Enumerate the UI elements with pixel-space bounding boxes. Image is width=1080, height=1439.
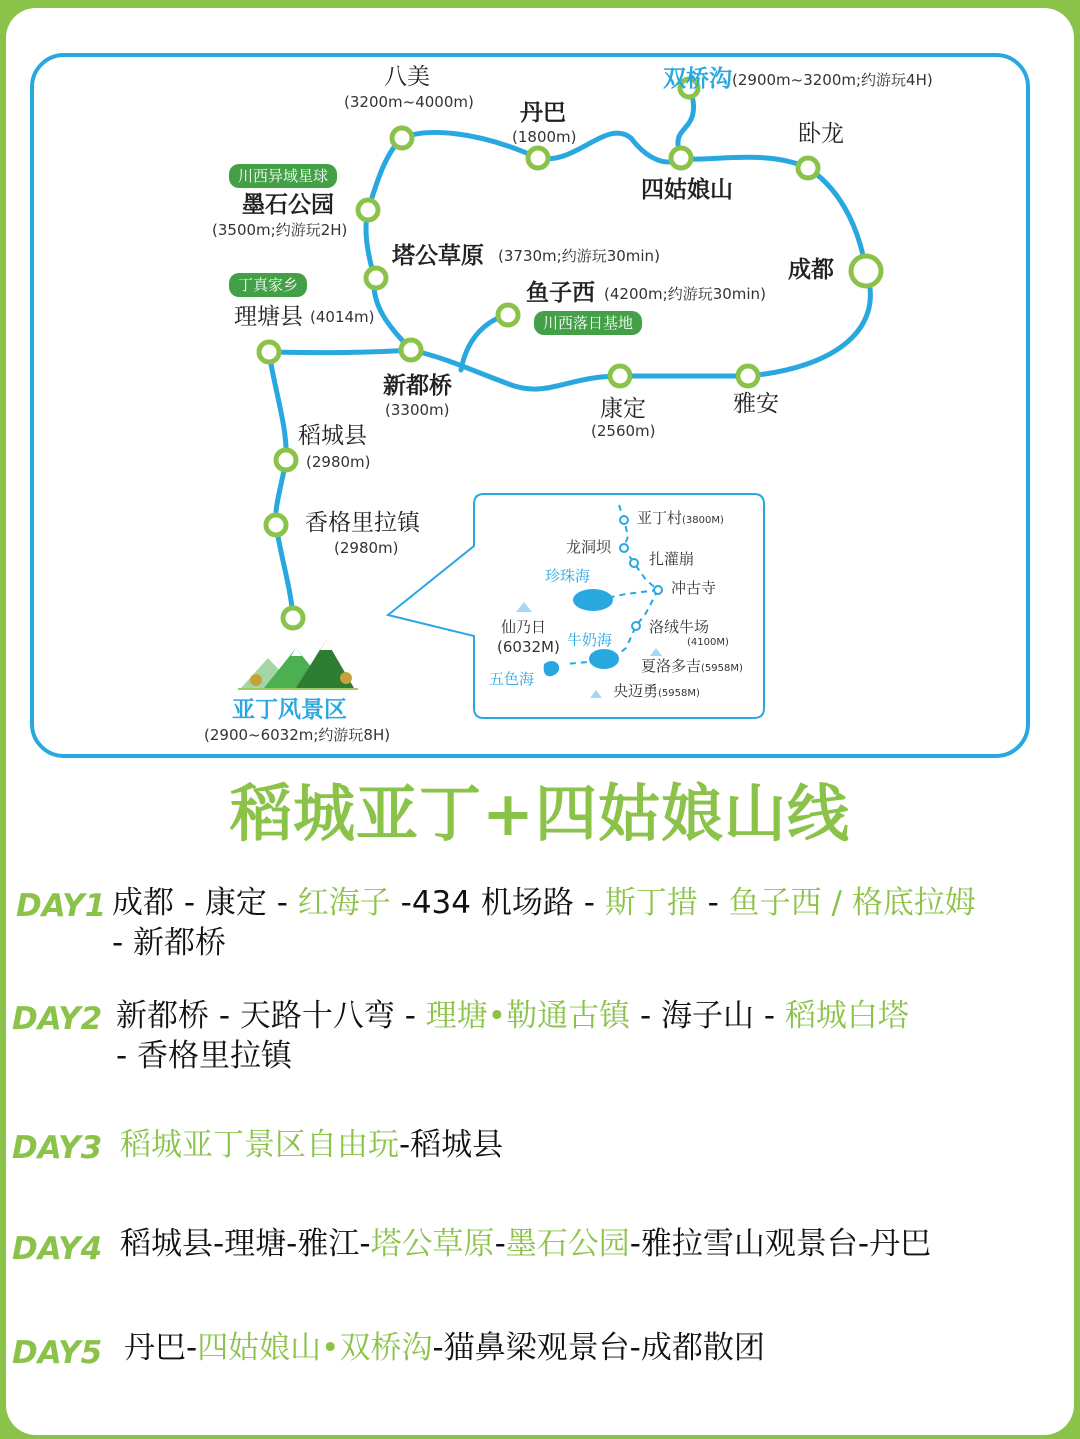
route-text: - 香格里拉镇	[116, 1038, 293, 1074]
label-wolong: 卧龙	[798, 121, 844, 147]
node-moshi	[358, 200, 378, 220]
label-danba: 丹巴	[520, 100, 566, 126]
inset-label-xiannairi: 仙乃日	[501, 618, 547, 636]
route-text: - 海子山 -	[630, 998, 785, 1034]
label-moshi: 墨石公园	[242, 192, 334, 218]
inset-label-yangmaiyong: 央迈勇(5958M)	[613, 682, 700, 700]
day-line1	[112, 885, 976, 921]
node-danba	[528, 148, 548, 168]
node-xianggelila	[266, 515, 286, 535]
label-chengdu: 成都	[788, 257, 834, 283]
milk-lake-shape	[589, 649, 619, 669]
info-bamei: (3200m~4000m)	[344, 93, 474, 111]
inset-label-zhenzhuhai: 珍珠海	[545, 567, 591, 585]
route-text: 稻城县-理塘-雅江-	[120, 1226, 371, 1262]
highlight-place: 红海子	[297, 885, 391, 921]
day-line1	[124, 1330, 765, 1366]
inset-label-wusehai: 五色海	[489, 670, 535, 688]
inset-label-xialuoduoji: 夏洛多吉(5958M)	[641, 657, 743, 675]
node-yaan	[738, 366, 758, 386]
day-label: DAY3	[12, 1130, 103, 1166]
info-moshi: (3500m;约游玩2H)	[212, 221, 348, 239]
highlight-place: 鱼子西 / 格底拉姆	[728, 885, 976, 921]
inset-label-chonggusi: 冲古寺	[671, 579, 717, 597]
label-kangding: 康定	[600, 396, 646, 422]
highlight-place: 四姑娘山•双桥沟	[197, 1330, 433, 1366]
day-line1	[120, 1127, 504, 1163]
node-chengdu	[851, 256, 881, 286]
day-line2	[116, 1038, 293, 1074]
info-xianggelila: (2980m)	[334, 539, 399, 557]
label-siguniangshan: 四姑娘山	[641, 177, 733, 203]
node-wolong	[798, 158, 818, 178]
day-label: DAY1	[16, 888, 107, 924]
page	[6, 8, 1074, 1435]
label-xianggelila: 香格里拉镇	[305, 510, 420, 536]
route-text: -434 机场路 -	[390, 885, 605, 921]
highlight-place: 斯丁措	[604, 885, 698, 921]
label-xinduqiao: 新都桥	[383, 373, 452, 399]
day-label: DAY2	[12, 1001, 103, 1037]
info-tagong: (3730m;约游玩30min)	[498, 247, 660, 265]
inset-callout	[388, 494, 764, 718]
label-daocheng: 稻城县	[298, 423, 367, 449]
day-label: DAY5	[12, 1335, 103, 1371]
day-line1	[120, 1226, 932, 1262]
highlight-place: 墨石公园	[505, 1226, 630, 1262]
route-text: 成都 - 康定 -	[112, 885, 298, 921]
highlight-place: 稻城白塔	[784, 998, 909, 1034]
route-text: -猫鼻梁观景台-成都散团	[432, 1330, 765, 1366]
inset-info-xiannairi: (6032M)	[497, 638, 560, 656]
label-bamei: 八美	[384, 64, 430, 90]
inset-label-zhaguanbeng: 扎灌崩	[649, 550, 695, 568]
label-litang: 理塘县	[234, 304, 303, 330]
inset-label-niunaihai: 牛奶海	[567, 631, 613, 649]
label-yading: 亚丁风景区	[232, 697, 347, 723]
route-text: - 新都桥	[112, 925, 227, 961]
highlight-place: 塔公草原	[370, 1226, 495, 1262]
route-text: 新都桥 - 天路十八弯 -	[116, 998, 426, 1034]
route-text: -	[494, 1226, 506, 1262]
info-danba: (1800m)	[512, 128, 577, 146]
inset-label-yading-village: 亚丁村(3800M)	[637, 509, 724, 527]
day-line2	[112, 925, 227, 961]
mountain-icon	[238, 640, 358, 689]
node-daocheng	[276, 450, 296, 470]
route-text: -	[697, 885, 729, 921]
info-yuzixi: (4200m;约游玩30min)	[604, 285, 766, 303]
node-yading	[283, 608, 303, 628]
tag-litang: 丁真家乡	[229, 273, 307, 297]
node-litang	[259, 342, 279, 362]
node-yuzixi	[498, 305, 518, 325]
day-line1	[116, 998, 909, 1034]
info-kangding: (2560m)	[591, 422, 656, 440]
pearl-lake-shape	[573, 589, 613, 611]
page-title: 稻城亚丁+四姑娘山线	[230, 777, 850, 850]
node-kangding	[610, 366, 630, 386]
info-yading: (2900~6032m;约游玩8H)	[204, 726, 391, 744]
label-yuzixi: 鱼子西	[526, 280, 595, 306]
inset-label-luorong: 洛绒牛场	[649, 618, 710, 636]
label-shuangqiaogou: 双桥沟	[663, 66, 732, 92]
label-yaan: 雅安	[733, 391, 779, 417]
info-xinduqiao: (3300m)	[385, 401, 450, 419]
highlight-place: 理塘•勒通古镇	[425, 998, 631, 1034]
route-text: -稻城县	[399, 1127, 504, 1163]
info-litang: (4014m)	[310, 308, 375, 326]
route-text: 丹巴-	[124, 1330, 198, 1366]
route-text: -雅拉雪山观景台-丹巴	[629, 1226, 932, 1262]
info-shuangqiaogou: (2900m~3200m;约游玩4H)	[732, 71, 933, 89]
day-label: DAY4	[12, 1231, 103, 1267]
node-tagong	[366, 268, 386, 288]
tag-yuzixi: 川西落日基地	[534, 311, 642, 335]
info-daocheng: (2980m)	[306, 453, 371, 471]
node-bamei	[392, 128, 412, 148]
node-xinduqiao	[401, 340, 421, 360]
highlight-place: 稻城亚丁景区自由玩	[120, 1127, 399, 1163]
label-tagong: 塔公草原	[392, 243, 484, 269]
node-siguniangshan	[671, 148, 691, 168]
inset-label-longtongba: 龙洞坝	[566, 538, 612, 556]
inset-info-luorong: (4100M)	[687, 637, 729, 648]
tag-moshi: 川西异域星球	[229, 164, 337, 188]
